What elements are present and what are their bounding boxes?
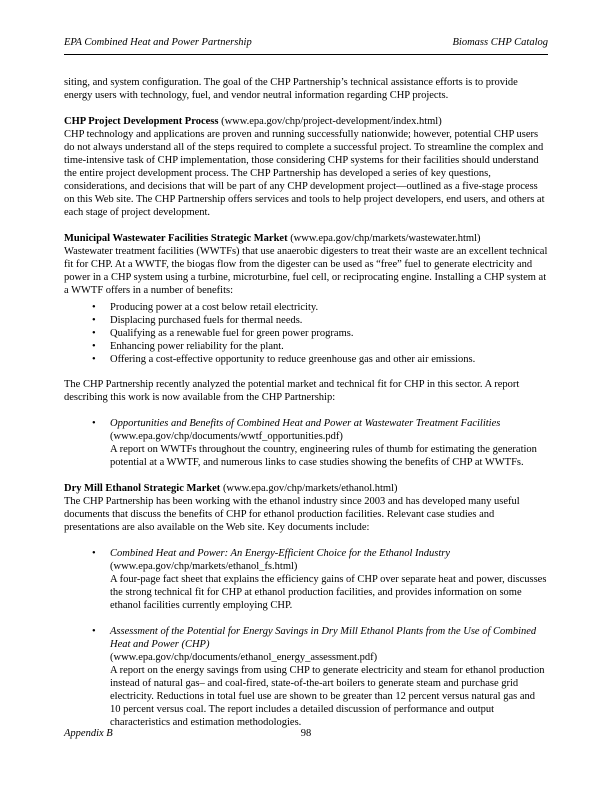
list-item: • Producing power at a cost below retail electricity. xyxy=(64,301,548,314)
wastewater-documents-list xyxy=(64,417,548,469)
document-url: (www.epa.gov/chp/markets/ethanol_fs.html) xyxy=(110,561,298,572)
list-item: • Qualifying as a renewable fuel for green power programs. xyxy=(64,327,548,340)
document-description: A report on WWTFs throughout the country, engineering rules of thumb for estimating the generation potential at a WWTF, and numerous links to case studies showing the benefits of CHP at WWTFs. xyxy=(110,444,537,468)
section-heading-ethanol xyxy=(64,482,548,495)
page-content xyxy=(64,76,548,729)
document-description: A report on the energy savings from using CHP to generate electricity and steam for ethanol production instead of natural gas– and coal-fired, state-of-the-art boilers to generate steam and purchase grid electricity. Reductions in total fuel use are shown to be greater than 12 percent versus natural gas and 10 percent versus coal. The report includes a detailed discussion of performance and output characteristics and estimation methodologies. xyxy=(110,665,545,728)
document-item xyxy=(64,625,548,729)
document-title: • Combined Heat and Power: An Energy-Efficient Choice for the Ethanol Industry xyxy=(110,548,451,559)
page-number: 98 xyxy=(300,728,312,739)
document-item xyxy=(64,547,548,612)
footer-appendix-label: Appendix B xyxy=(64,728,113,739)
section-title: Municipal Wastewater Facilities Strategic Market xyxy=(64,233,288,244)
document-url: (www.epa.gov/chp/documents/ethanol_energy_assessment.pdf) xyxy=(110,652,378,663)
document-description: A four-page fact sheet that explains the efficiency gains of CHP over separate heat and power, discusses the strong technical fit for CHP at ethanol production facilities, and provides information on some ethanol facilities currently employing CHP. xyxy=(110,574,547,611)
document-title: • Opportunities and Benefits of Combined Heat and Power at Wastewater Treatment Facilities xyxy=(110,418,501,429)
list-item: • Offering a cost-effective opportunity to reduce greenhouse gas and other air emissions. xyxy=(64,353,548,366)
header-right-title: Biomass CHP Catalog xyxy=(452,37,548,48)
document-item xyxy=(64,417,548,469)
header-left-title: EPA Combined Heat and Power Partnership xyxy=(64,37,252,48)
section-url: (www.epa.gov/chp/markets/ethanol.html) xyxy=(222,483,398,494)
document-url: (www.epa.gov/chp/documents/wwtf_opportunities.pdf) xyxy=(110,431,343,442)
page-header xyxy=(64,36,548,55)
page-footer xyxy=(0,727,612,740)
section-url: (www.epa.gov/chp/project-development/index.html) xyxy=(221,116,442,127)
section-title: CHP Project Development Process xyxy=(64,116,219,127)
section-body: CHP technology and applications are proven and running successfully nationwide; however, potential CHP users do not always understand all of the steps required to complete a successful project. To streamline the complex and time-intensive task of CHP implementation, those considering CHP systems for their facilities should understand the entire project development process. The CHP Partnership has developed a series of key questions, considerations, and decisions that will be part of any CHP development project—outlined as a five-stage process on this Web site. The CHP Partnership offers services and tools to help project developers, end users, and others at each stage of project development. xyxy=(64,129,545,218)
list-item: • Enhancing power reliability for the plant. xyxy=(64,340,548,353)
benefits-list xyxy=(64,301,548,366)
document-title: • Assessment of the Potential for Energy Savings in Dry Mill Ethanol Plants from the Use of Combined Heat and Power (CHP) xyxy=(110,626,537,650)
section-heading-wastewater xyxy=(64,232,548,245)
section-heading-project-development xyxy=(64,115,548,128)
section-title: Dry Mill Ethanol Strategic Market xyxy=(64,483,221,494)
ethanol-documents-list xyxy=(64,547,548,729)
section-body: Wastewater treatment facilities (WWTFs) that use anaerobic digesters to treat their waste are an excellent technical fit for CHP. At a WWTF, the biogas flow from the digester can be used as “free” fuel to generate electricity and power in a CHP system using a turbine, microturbine, fuel cell, or reciprocating engine. Installing a CHP system at a WWTF offers in a number of benefits: xyxy=(64,246,548,296)
list-item: • Displacing purchased fuels for thermal needs. xyxy=(64,314,548,327)
section-url: (www.epa.gov/chp/markets/wastewater.html) xyxy=(290,233,481,244)
section-body: The CHP Partnership has been working with the ethanol industry since 2003 and has developed many useful documents that discuss the benefits of CHP for ethanol production facilities. Relevant case studies and presentations are also available on the Web site. Key documents include: xyxy=(64,496,520,533)
intro-paragraph: siting, and system configuration. The goal of the CHP Partnership’s technical assistance efforts is to provide energy users with technology, fuel, and vendor neutral information regarding CHP projects. xyxy=(64,77,518,101)
report-intro-paragraph: The CHP Partnership recently analyzed the potential market and technical fit for CHP in this sector. A report describing this work is now available from the CHP Partnership: xyxy=(64,379,520,403)
